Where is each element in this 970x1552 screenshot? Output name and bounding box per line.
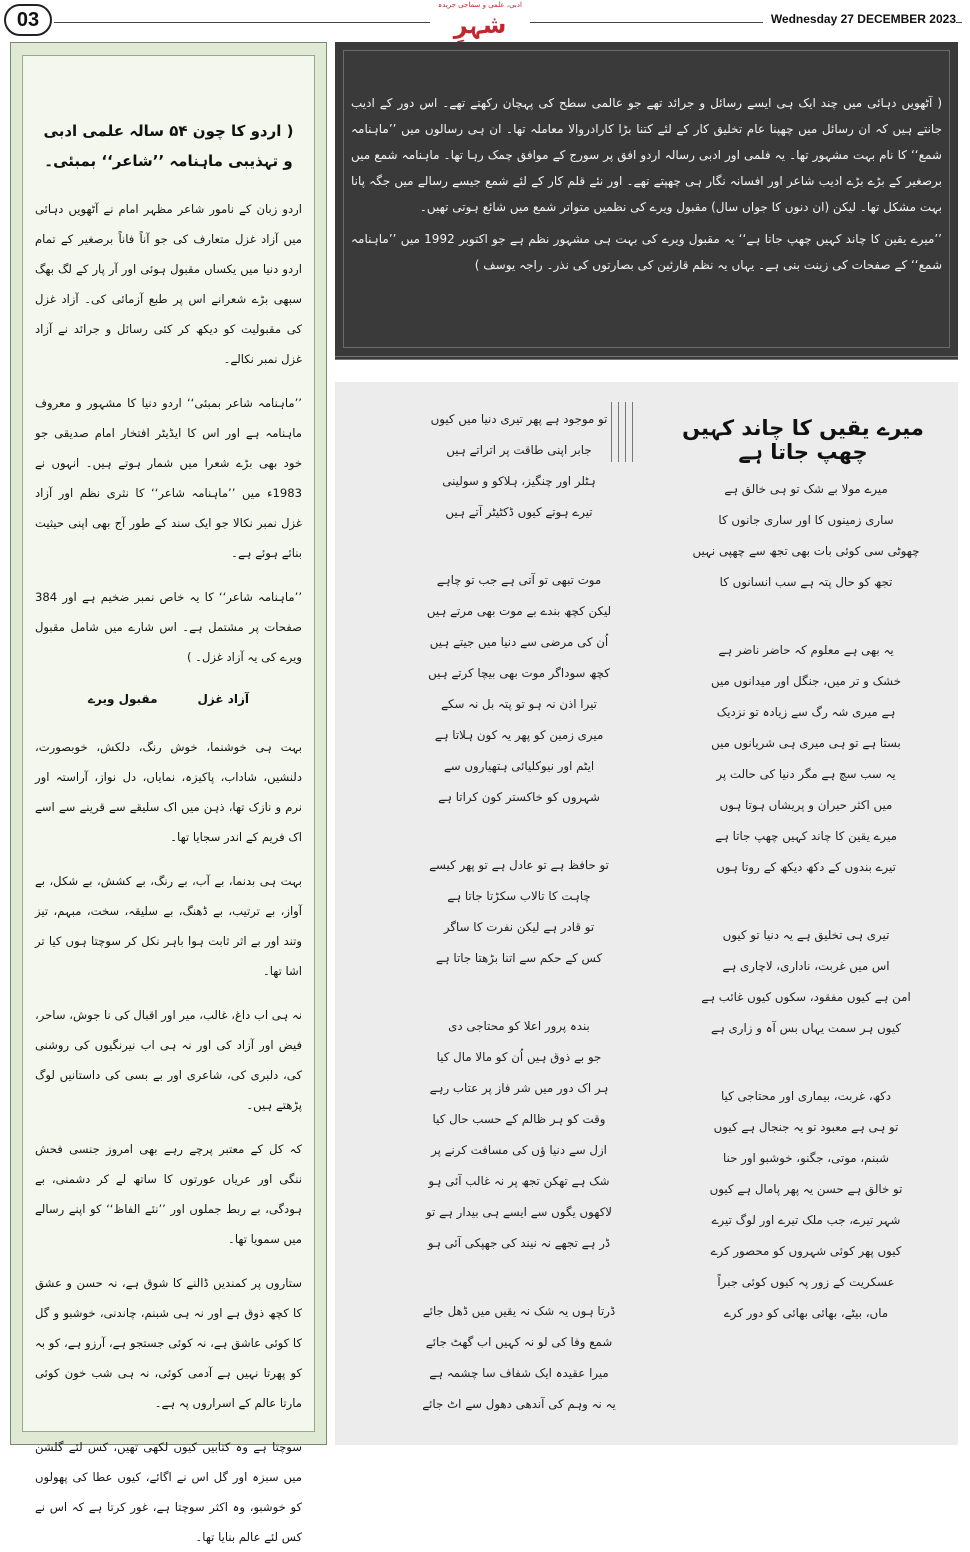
poem-line: ماں، بیٹے، بھائی بھائی کو دور کرے xyxy=(723,1306,889,1320)
poem-line: جو بے ذوق ہیں اُن کو مالا مال کیا xyxy=(436,1050,602,1064)
poem-line: کچھ سوداگر موت بھی بیچا کرتے ہیں xyxy=(428,666,610,680)
poem-line: بستا ہے تو ہی میری ہی شریانوں میں xyxy=(711,736,901,750)
poem-line: ہے میری شہ رگ سے زیادہ تو نزدیک xyxy=(716,705,896,719)
poem-stanza xyxy=(393,850,645,974)
page-number: 03 xyxy=(4,4,52,36)
ghazal-byline xyxy=(35,686,302,712)
ghazal-verse: سوچتا ہے وہ کتابیں کیوں لکھی تھیں، کس لئے گلشن میں سبزہ اور گل اس نے اگائے، کیوں عطا کی پھولوں کو خوشبو، وہ اکثر سوچتا ہے، غور کرتا ہے کہ اس نے کس لئے عالم بنایا تھا۔ xyxy=(35,1440,302,1544)
poem-line: اُن کی مرضی سے دنیا میں جیتے ہیں xyxy=(429,635,609,649)
poem-line: ساری زمینوں کا اور ساری جانوں کا xyxy=(718,513,894,527)
ghazal-form-label: آزاد غزل xyxy=(197,692,250,706)
poem-line: چاہت کا تالاب سکڑتا جاتا ہے xyxy=(447,889,591,903)
sidebar-body xyxy=(23,194,314,1552)
poem-stanza xyxy=(670,635,942,883)
poem-line: ہٹلر اور چنگیز، ہلاکو و سولینی xyxy=(442,474,596,488)
poem-line: لیکن کچھ بندے بے موت بھی مرتے ہیں xyxy=(426,604,612,618)
poem-line: بندہ پرور اعلا کو محتاجی دی xyxy=(448,1019,590,1033)
poem-line: تجھ کو حال پتہ ہے سب انسانوں کا xyxy=(719,575,893,589)
poem-line: اس میں غربت، ناداری، لاچاری ہے xyxy=(722,959,890,973)
sidebar-inner-panel xyxy=(22,55,315,1544)
poem-stanza xyxy=(670,1081,942,1329)
poem-stanza xyxy=(393,1011,645,1259)
poem-line: شبنم، موتی، جگنو، خوشبو اور حنا xyxy=(722,1151,890,1165)
poem-line: خشک و تر میں، جنگل اور میدانوں میں xyxy=(710,674,901,688)
poem-line: شمع وفا کی لو نہ کہیں اب گھٹ جائے xyxy=(425,1335,613,1349)
poem-line: تیری ہی تخلیق ہے یہ دنیا تو کیوں xyxy=(722,928,890,942)
poem-line: ازل سے دنیا ؤں کی مسافت کرنے پر xyxy=(431,1143,607,1157)
poem-line: تیرے ہوتے کیوں ڈکٹیٹر آتے ہیں xyxy=(445,505,593,519)
poem-title: میرے یقیں کا چاند کہیں چھپ جاتا ہے xyxy=(682,416,924,464)
ghazal-author: مقبول ویرے xyxy=(87,692,158,706)
poem-section xyxy=(335,382,958,1445)
poem-line: ڈر ہے تجھے نہ نیند کی جھپکی آئی ہو xyxy=(427,1236,611,1250)
sidebar-heading: ( اردو کا چون ۵۴ سالہ علمی ادبی و تہذیبی ماہنامہ ’’شاعر‘‘ بمبئی۔ xyxy=(43,122,294,170)
poem-line: کیوں ہر سمت یہاں بس آہ و زاری ہے xyxy=(710,1021,902,1035)
sidebar-paragraph: ’’ماہنامہ شاعر بمبئی‘‘ اردو دنیا کا مشہور و معروف ماہنامہ ہے اور اس کا ایڈیٹر افتخار امام صدیقی جو خود بھی بڑے شعرا میں شمار ہوتے ہیں۔ انہوں نے 1983ء میں ’’ماہنامہ شاعر‘‘ کا نثری نظم اور آزاد غزل نمبر نکالا جو ایک سند کے طور آج بھی اپنی حیثیت بنائے ہوئے ہے۔ xyxy=(35,396,302,560)
poem-line: کس کے حکم سے اتنا بڑھتا جاتا ہے xyxy=(435,951,603,965)
ghazal-verse: بہت ہی بدنما، بے آب، بے رنگ، بے کشش، بے شکل، بے آواز، بے ترتیب، بے ڈھنگ، بے سلیقہ، سخت، مبہم، تیز وتند اور بے اثر ثابت ہوا باہر نکل کر سوچتا ہوں کیا تر اشا تھا۔ xyxy=(35,874,302,978)
ghazal-verse: ستاروں پر کمندیں ڈالنے کا شوق ہے، نہ حسن و عشق کا کچھ ذوق ہے اور نہ ہی شبنم، چاندنی، خوشبو و گل کا کوئی عاشق ہے، نہ کوئی جستجو ہے، آرزو ہے، کو بہ کو پھرتا نہیں ہے آدمی کوئی، نہ ہی شب خون کوئی مارتا عالم کے اسراروں پہ ہے۔ xyxy=(35,1276,302,1410)
masthead-logo xyxy=(430,0,530,42)
poem-stanza xyxy=(393,1296,645,1420)
poem-line: عسکریت کے زور پہ کیوں کوئی جبراً xyxy=(717,1275,895,1289)
poem-line: یہ نہ وہم کی آندھی دھول سے اٹ جائے xyxy=(422,1397,616,1411)
ghazal-verse: بہت ہی خوشنما، خوش رنگ، دلکش، خوبصورت، دلنشیں، شاداب، پاکیزہ، نمایاں، دل نواز، آراستہ اور نرم و نازک تھا، ذہن میں اک سلیقے سے قرینے سے اسے اک فریم کے اندر سجایا تھا۔ xyxy=(35,740,302,844)
poem-line: موت تبھی تو آتی ہے جب تو چاہے xyxy=(436,573,602,587)
poem-line: کیوں پھر کوئی شہروں کو محصور کرے xyxy=(710,1244,902,1258)
poem-line: تیرا اذن نہ ہو تو پتہ بل نہ سکے xyxy=(441,697,597,711)
poem-line: شک ہے تھکن تجھ پر نہ غالب آئی ہو xyxy=(428,1174,610,1188)
ghazal-verse: نہ ہی اب داغ، غالب، میر اور اقبال کی نا جوش، ساحر، فیض اور آزاد کی اور نہ ہی اب نیرنگیوں کی روشنی کی، دلبری کی، شاعری اور بے بسی کی داستانیں لوگ پڑھتے ہیں۔ xyxy=(35,1008,302,1112)
poem-line: دکھ، غربت، بیماری اور محتاجی کیا xyxy=(720,1089,892,1103)
intro-box xyxy=(335,42,958,360)
poem-line: میری زمین کو پھر یہ کون ہلاتا ہے xyxy=(434,728,604,742)
poem-line: تو حافظ ہے تو عادل ہے تو پھر کیسے xyxy=(429,858,609,872)
poem-column-right xyxy=(670,474,942,1366)
sidebar-article xyxy=(10,42,327,1544)
poem-line: یہ سب سچ ہے مگر دنیا کی حالت پر xyxy=(716,767,896,781)
poem-stanza xyxy=(670,474,942,598)
poem-line: میرے مولا بے شک تو ہی خالق ہے xyxy=(724,482,888,496)
ghazal-verse: کہ کل کے معتبر پرچے رہے بھی امروز جنسی فحش ننگی اور عریاں عورتوں کا ساتھ لے کر دشمنی، بے ہودگی، بے ربط جملوں اور ’’نئے الفاظ‘‘ کو اپنے رسالے میں سمویا تھا۔ xyxy=(35,1142,302,1246)
poem-line: ہر اک دور میں شر فاز پر عتاب رہے xyxy=(429,1081,609,1095)
poem-line: تو قادر ہے لیکن نفرت کا ساگر xyxy=(443,920,595,934)
poem-line: لاکھوں یگوں سے ایسے ہی بیدار ہے تو xyxy=(425,1205,613,1219)
poem-line: تو موجود ہے پھر تیری دنیا میں کیوں xyxy=(430,412,608,426)
intro-credit: ’’میرے یقین کا چاند کہیں چھپ جاتا ہے‘‘ یہ مقبول ویرے کی بہت ہی مشہور نظم ہے جو اکتوبر 1992 میں ’’ماہنامہ شمع‘‘ کے صفحات کی زینت بنی ہے۔ یہاں یہ نظم قارئین کی بصارتوں کی نذر۔ راجہ یوسف ) xyxy=(351,232,942,272)
poem-column-left xyxy=(393,404,645,1457)
poem-line: شہر تیرے، جب ملک تیرے اور لوگ تیرے xyxy=(711,1213,901,1227)
poem-line: شہروں کو خاکستر کون کراتا ہے xyxy=(438,790,600,804)
poem-line: میرا عقیدہ ایک شفاف سا چشمہ ہے xyxy=(429,1366,609,1380)
masthead-tagline: ادبی، علمی و سماجی جریدہ xyxy=(438,1,522,9)
poem-line: یہ بھی ہے معلوم کہ حاضر ناضر ہے xyxy=(718,643,894,657)
sidebar-paragraph: اردو زبان کے نامور شاعر مظہر امام نے آٹھویں دہائی میں آزاد غزل متعارف کی جو آناً فاناً برصغیر کے تمام اردو دنیا میں یکساں مقبول ہوئی اور آر پار کے لگ بھگ سبھی بڑے شعرانے اس پر طبع آزمائی کی۔ آزاد غزل کی مقبولیت کو دیکھ کر کئی رسائل و جرائد نے آزاد غزل نمبر نکالے۔ xyxy=(35,202,302,366)
intro-text: ( آٹھویں دہائی میں چند ایک ہی ایسے رسائل و جرائد تھے جو عالمی سطح کی پہچان رکھتے تھے۔ اس دور کے ادیب جانتے ہیں کہ ان رسائل میں چھپنا عام تخلیق کار کے لئے کتنا بڑا کارادروالا معاملہ تھا۔ ان ہی رسالوں میں ’’ماہنامہ شمع‘‘ کا نام بہت مشہور تھا۔ یہ فلمی اور ادبی رسالہ اردو افق پر سورج کے موافق چمک رہا تھا۔ ماہنامہ شمع میں برصغیر کے بڑے بڑے ادیب شاعر اور افسانہ نگار ہی چھپتے تھے۔ اور نئے قلم کار کے لئے شمع جیسے رسالے میں جگہ پانا بہت مشکل تھا۔ لیکن (ان دنوں کا جواں سال) مقبول ویرے کی نظمیں متواتر شمع میں شائع ہوتی تھیں۔ xyxy=(351,96,942,214)
poem-line: تیرے بندوں کے دکھ دیکھ کے روتا ہوں xyxy=(716,860,896,874)
poem-stanza xyxy=(670,920,942,1044)
poem-line: وقت کو ہر ظالم کے حسب حال کیا xyxy=(432,1112,606,1126)
poem-line: جابر اپنی طاقت پر اتراتے ہیں xyxy=(446,443,592,457)
poem-line: ایٹم اور نیوکلیائی ہتھیاروں سے xyxy=(443,759,595,773)
poem-line: میں اکثر حیران و پریشاں ہوتا ہوں xyxy=(719,798,893,812)
dateline: Wednesday 27 DECEMBER 2023 xyxy=(763,12,956,26)
poem-stanza xyxy=(393,404,645,528)
sidebar-paragraph: ’’ماہنامہ شاعر‘‘ کا یہ خاص نمبر ضخیم ہے اور 384 صفحات پر مشتمل ہے۔ اس شارے میں شامل مقبول ویرے کی یہ آزاد غزل۔ ) xyxy=(35,590,302,664)
poem-line: چھوٹی سی کوئی بات بھی تجھ سے چھپی نہیں xyxy=(692,544,920,558)
poem-line: ڈرتا ہوں یہ شک نہ یقیں میں ڈھل جائے xyxy=(422,1304,616,1318)
masthead-title: شہرِ xyxy=(453,11,507,39)
poem-line: امن ہے کیوں مفقود، سکوں کیوں غائب ہے xyxy=(701,990,911,1004)
poem-line: تو ہی ہے معبود تو یہ جنجال ہے کیوں xyxy=(713,1120,899,1134)
poem-stanza xyxy=(393,565,645,813)
poem-line: میرے یقین کا چاند کہیں چھپ جاتا ہے xyxy=(715,829,897,843)
poem-line: تو خالق ہے حسن یہ پھر پامال ہے کیوں xyxy=(709,1182,903,1196)
